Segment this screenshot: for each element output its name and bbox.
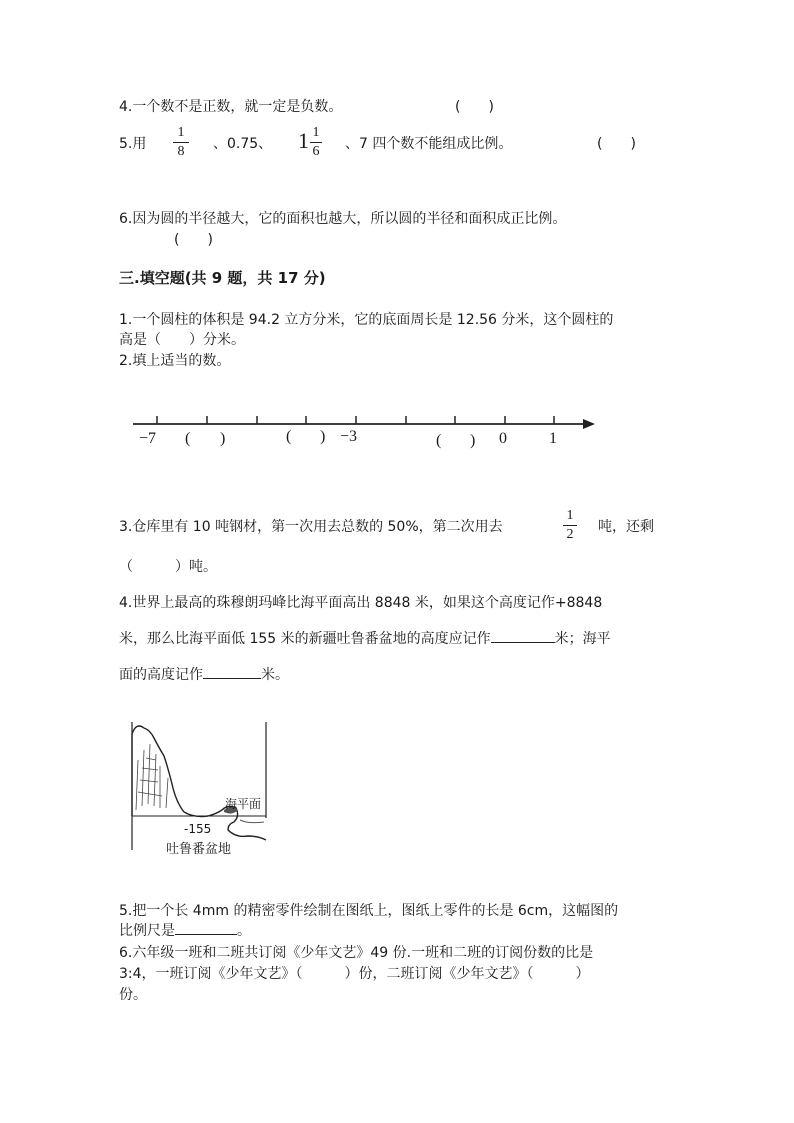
blank-paren-close[interactable]: ) [470, 432, 476, 449]
fill-q4-line1: 4.世界上最高的珠穆朗玛峰比海平面高出 8848 米，如果这个高度记作+8848 [119, 595, 603, 611]
mixed-whole: 1 [298, 128, 309, 153]
fraction-denominator: 2 [566, 527, 574, 542]
fill-q1-line2: 高是（ ）分米。 [119, 332, 245, 348]
fill-q5-line2-b: 。 [237, 923, 251, 939]
judge-q5-prefix: 5.用 [119, 136, 147, 152]
judge-q6-paren[interactable]: ( ) [174, 232, 213, 248]
fill-q5-line2-a: 比例尺是 [119, 923, 175, 939]
fill-q6-line1: 6.六年级一班和二班共订阅《少年文艺》49 份.一班和二班的订阅份数的比是 [119, 945, 594, 961]
answer-blank[interactable] [203, 664, 261, 679]
judge-q5-suffix: 、7 四个数不能组成比例。 [345, 136, 513, 152]
fill-q4-line3 [119, 664, 289, 684]
fill-q6-line2: 3:4，一班订阅《少年文艺》（ ）份，二班订阅《少年文艺》（ ） [119, 966, 590, 982]
judge-q4-text: 4.一个数不是正数，就一定是负数。 [119, 99, 343, 115]
blank-paren-open[interactable]: ( [185, 430, 191, 447]
tick-label-neg7: −7 [139, 430, 157, 447]
fill-q2-text: 2.填上适当的数。 [119, 353, 231, 369]
fill-q1-line1: 1.一个圆柱的体积是 94.2 立方分米，它的底面周长是 12.56 分米，这个圆柱的 [119, 312, 614, 328]
tick-label-one: 1 [549, 430, 557, 447]
fill-q4-line2-b: 米；海平 [554, 631, 611, 647]
fill-q6-line3: 份。 [119, 987, 147, 1003]
fill-q3-line2: （ ）吨。 [119, 559, 217, 575]
fill-q4-line3-b: 米。 [261, 667, 289, 683]
judge-q5-mid: 、0.75、 [213, 136, 273, 152]
depth-label: -155 [184, 822, 212, 836]
fill-q5-line2 [119, 920, 251, 940]
fraction-numerator: 1 [566, 508, 574, 523]
fill-q3-text: 3.仓库里有 10 吨钢材，第一次用去总数的 50%，第二次用去 [119, 519, 503, 535]
blank-paren-close[interactable]: ) [220, 430, 226, 447]
sea-level-label: 海平面 [225, 797, 262, 811]
answer-blank[interactable] [491, 628, 555, 643]
judge-q4-paren[interactable]: ( ) [455, 99, 494, 115]
fraction-denominator: 8 [177, 144, 185, 159]
tick-label-zero: 0 [499, 430, 507, 447]
fraction-one-sixth [310, 125, 322, 160]
judge-q6-text: 6.因为圆的半径越大，它的面积也越大，所以圆的半径和面积成正比例。 [119, 211, 567, 227]
fill-q4-line3-a: 面的高度记作 [119, 667, 203, 683]
blank-paren-close[interactable]: ) [320, 428, 326, 445]
fill-q3-after: 吨，还剩 [598, 519, 654, 535]
fraction-one-half [563, 508, 577, 543]
number-line-ticks [157, 416, 554, 424]
fraction-numerator: 1 [177, 125, 185, 140]
answer-blank[interactable] [175, 920, 237, 935]
blank-paren-open[interactable]: ( [286, 428, 292, 445]
arrow-right-icon [583, 419, 595, 429]
blank-paren-open[interactable]: ( [436, 432, 442, 449]
basin-label: 吐鲁番盆地 [166, 842, 232, 857]
fill-q4-line2 [119, 628, 611, 648]
section-heading: 三.填空题(共 9 题，共 17 分) [119, 269, 326, 287]
tick-label-neg3: −3 [340, 428, 358, 445]
judge-q5-paren[interactable]: ( ) [597, 136, 636, 152]
fraction-numerator: 1 [312, 125, 320, 140]
fraction-denominator: 6 [312, 144, 320, 159]
fill-q4-line2-a: 米，那么比海平面低 155 米的新疆吐鲁番盆地的高度应记作 [119, 631, 491, 647]
number-line [125, 410, 605, 455]
fill-q5-line1: 5.把一个长 4mm 的精密零件绘制在图纸上，图纸上零件的长是 6cm，这幅图的 [119, 903, 619, 919]
fraction-one-eighth [173, 125, 189, 160]
